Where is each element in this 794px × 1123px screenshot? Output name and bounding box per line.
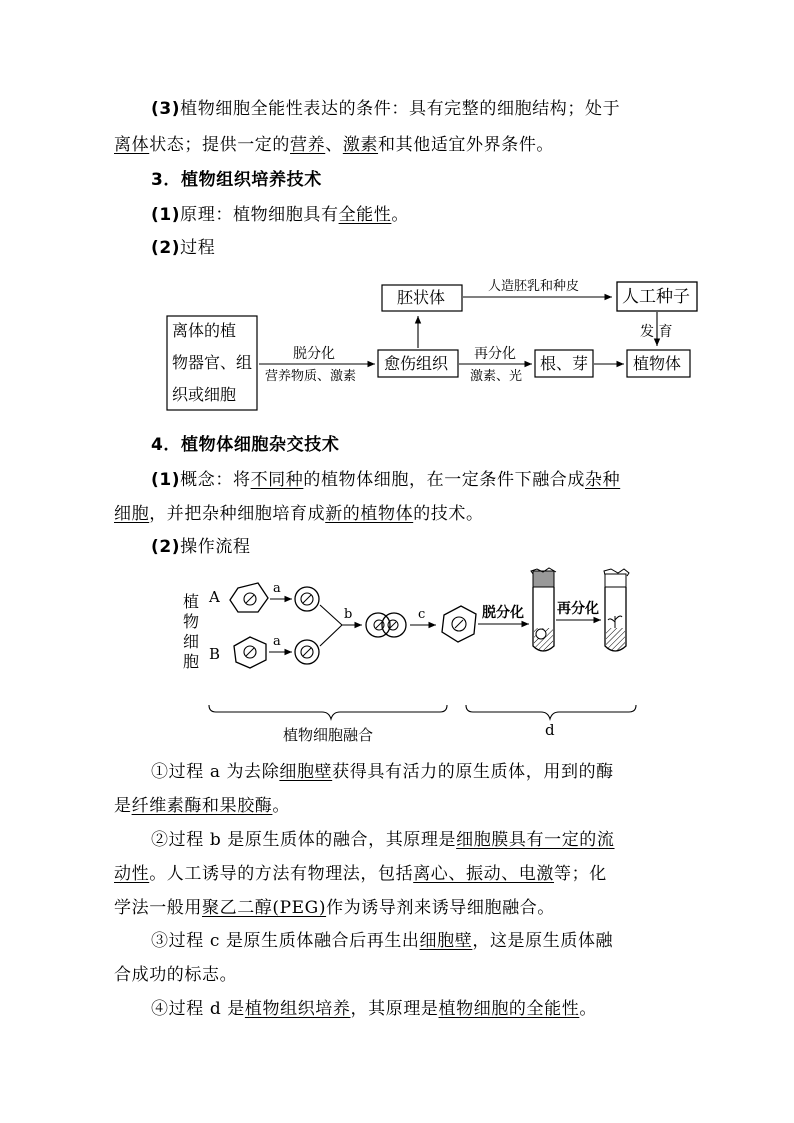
plant-label: 植物体 bbox=[633, 354, 682, 373]
circled-number: ③ bbox=[151, 931, 169, 951]
section-heading-3: 3．植物组织培养技术 bbox=[151, 170, 322, 190]
brace-d bbox=[466, 705, 636, 719]
side-label-char: 细 bbox=[183, 632, 200, 651]
text-run: 。 bbox=[272, 796, 291, 816]
fusing-protoplast-2 bbox=[382, 613, 406, 637]
text-run: 。人工诱导的方法有物理法，包括 bbox=[149, 864, 414, 884]
tube1-callus bbox=[536, 629, 546, 639]
brace-label-d: d bbox=[545, 721, 555, 739]
cell-label-a: A bbox=[209, 588, 220, 606]
underlined-term: 全能性 bbox=[338, 205, 392, 225]
text-run: 过程 d 是 bbox=[168, 999, 245, 1019]
roots-shoots-label: 根、芽 bbox=[540, 354, 589, 373]
tube1-stopper bbox=[533, 571, 554, 587]
text-run: 概念：将 bbox=[180, 470, 251, 490]
embryoid-label: 胚状体 bbox=[397, 288, 446, 307]
process-label-c: c bbox=[418, 607, 426, 622]
item-number: (3) bbox=[151, 99, 181, 119]
side-label-char: 植 bbox=[183, 592, 200, 611]
section-heading-4: 4．植物体细胞杂交技术 bbox=[151, 435, 340, 455]
artificial-seed-label: 人工种子 bbox=[622, 287, 690, 307]
underlined-term: 纤维素酶和果胶酶 bbox=[131, 796, 273, 816]
text-run: 的技术。 bbox=[413, 504, 484, 524]
paragraph-step1-line1 bbox=[151, 754, 721, 790]
underlined-term: 细胞 bbox=[114, 504, 150, 524]
text-run: 的植物体细胞，在一定条件下融合成 bbox=[303, 470, 585, 490]
text-run: 和其他适宜外界条件。 bbox=[378, 135, 555, 155]
text-run: 植物细胞全能性表达的条件：具有完整的细胞结构；处于 bbox=[180, 99, 621, 119]
process-label-a: a bbox=[273, 581, 281, 596]
develop-label: 发 育 bbox=[640, 324, 673, 340]
side-label-char: 物 bbox=[183, 612, 200, 631]
paragraph-step2-line1 bbox=[151, 822, 721, 858]
explant-label-line2: 物器官、组 bbox=[172, 353, 253, 372]
text-run: 过程 a 为去除 bbox=[168, 762, 280, 782]
text-run: 获得具有活力的原生质体，用到的酶 bbox=[332, 762, 614, 782]
arrow-label-hormone-light: 激素、光 bbox=[470, 369, 523, 384]
process-label-a: a bbox=[273, 634, 281, 649]
paragraph-step1-line2 bbox=[114, 788, 684, 824]
paragraph-step2-line3 bbox=[114, 890, 684, 926]
text-run: 学法一般用 bbox=[114, 898, 202, 918]
label-dedifferentiation-2: 脱分化 bbox=[482, 605, 524, 621]
process-label-b: b bbox=[344, 607, 353, 622]
cell-label-b: B bbox=[209, 645, 221, 663]
side-label-char: 胞 bbox=[183, 652, 200, 671]
text-run: 等；化 bbox=[554, 864, 607, 884]
underlined-term: 聚乙二醇(PEG) bbox=[202, 898, 327, 918]
item-number: (1) bbox=[151, 470, 181, 490]
item-number: (2) bbox=[151, 238, 181, 258]
circled-number: ④ bbox=[151, 999, 169, 1019]
underlined-term: 杂种 bbox=[585, 470, 621, 490]
callus-label: 愈伤组织 bbox=[384, 354, 449, 373]
text-run: 过程 b 是原生质体的融合，其原理是 bbox=[168, 830, 457, 850]
underlined-term: 动性 bbox=[114, 864, 150, 884]
explant-label-line1: 离体的植 bbox=[172, 321, 237, 340]
text-run: ，并把杂种细胞培育成 bbox=[149, 504, 326, 524]
text-run: 、 bbox=[325, 135, 343, 155]
text-run: 是 bbox=[114, 796, 132, 816]
paragraph-step4 bbox=[151, 991, 721, 1027]
underlined-term: 激素 bbox=[342, 135, 379, 155]
text-run: 。 bbox=[579, 999, 597, 1019]
underlined-term: 新的植物体 bbox=[325, 504, 414, 524]
underlined-term: 细胞壁 bbox=[419, 931, 473, 951]
underlined-term: 营养 bbox=[290, 135, 326, 155]
arrow-label-artificial-coat: 人造胚乳和种皮 bbox=[488, 279, 580, 294]
paragraph-step3-line2: 合成功的标志。 bbox=[114, 965, 238, 985]
text-run: 。 bbox=[391, 205, 409, 225]
underlined-term: 植物细胞的全能性 bbox=[438, 999, 580, 1019]
brace-label-fusion: 植物细胞融合 bbox=[283, 726, 374, 744]
arrow-label-dedifferentiation: 脱分化 bbox=[293, 346, 335, 362]
underlined-term: 细胞壁 bbox=[279, 762, 333, 782]
item-number: (1) bbox=[151, 205, 181, 225]
arrow-label-redifferentiation: 再分化 bbox=[474, 346, 516, 362]
merge-line-bottom bbox=[320, 625, 342, 646]
text-run: 状态；提供一定的 bbox=[149, 135, 291, 155]
item-number: (2) bbox=[151, 537, 181, 557]
text-run: 过程 bbox=[180, 238, 216, 258]
text-run: 原理：植物细胞具有 bbox=[180, 205, 339, 225]
underlined-term: 离体 bbox=[114, 135, 150, 155]
circled-number: ① bbox=[151, 762, 169, 782]
text-run: 作为诱导剂来诱导细胞融合。 bbox=[326, 898, 555, 918]
underlined-term: 离心、振动、电激 bbox=[413, 864, 555, 884]
underlined-term: 植物组织培养 bbox=[244, 999, 351, 1019]
brace-fusion bbox=[209, 705, 447, 719]
paragraph-step3-line1 bbox=[151, 923, 721, 959]
tube2-stopper bbox=[605, 574, 626, 587]
paragraph-step2-line2 bbox=[114, 856, 684, 892]
circled-number: ② bbox=[151, 830, 169, 850]
text-run: ，这是原生质体融 bbox=[472, 931, 614, 951]
text-run: ，其原理是 bbox=[350, 999, 439, 1019]
cell-a-shape bbox=[230, 583, 268, 612]
seedling-icon bbox=[608, 616, 622, 628]
arrow-label-nutrients: 营养物质、激素 bbox=[265, 369, 357, 384]
merge-line-top bbox=[320, 605, 342, 625]
fusing-protoplast-1 bbox=[366, 613, 390, 637]
tube2-medium bbox=[606, 628, 625, 651]
label-redifferentiation-2: 再分化 bbox=[557, 601, 599, 617]
explant-label-line3: 织或细胞 bbox=[172, 385, 237, 404]
text-run: 过程 c 是原生质体融合后再生出 bbox=[168, 931, 420, 951]
underlined-term: 细胞膜具有一定的流 bbox=[456, 830, 615, 850]
text-run: 操作流程 bbox=[180, 537, 251, 557]
underlined-term: 不同种 bbox=[250, 470, 304, 490]
